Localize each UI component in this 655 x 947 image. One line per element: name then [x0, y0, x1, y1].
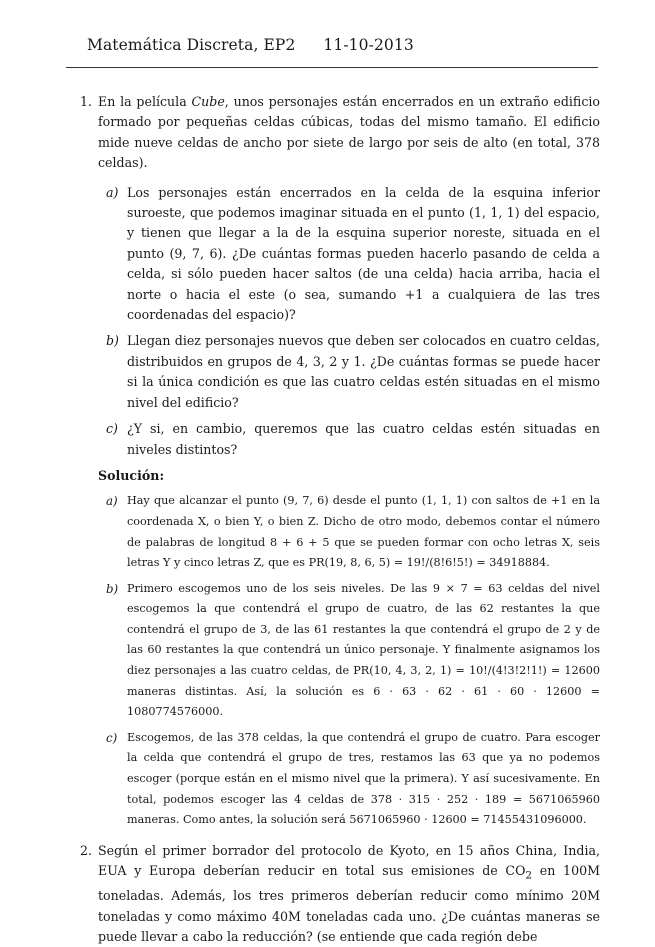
problem-number: 2. — [80, 842, 93, 858]
exam-date: 11-10-2013 — [323, 36, 414, 54]
problem-1-part-c — [72, 419, 600, 460]
part-text: Los personajes están encerrados en la celda de la esquina inferior suroeste, que podemos imaginar situada en el punto (1, 1, 1) del espacio, y tienen que llegar a la de la esquina superior noreste, situada en el punto (9, 7, 6). ¿De cuántas formas pueden hacerlo pasando de celda a celda, si sólo pueden hacer saltos (de una celda) hacia arriba, hacia el norte o hacia el este (o sea, sumando +1 a cualquiera de las tres coordenadas del espacio)? — [127, 184, 600, 323]
problem-statement: En la película Cube, unos personajes están encerrados en un extraño edificio formado por pequeñas celdas cúbicas, todas del mismo tamaño. El edificio mide nueve celdas de ancho por siete de largo por seis de alto (en total, 378 celdas). — [98, 94, 600, 171]
problem-1 — [72, 92, 600, 174]
part-text: ¿Y si, en cambio, queremos que las cuatro celdas estén situadas en niveles distintos? — [127, 421, 600, 457]
movie-title: Cube — [191, 94, 225, 109]
solution-part-c — [72, 728, 600, 831]
part-label: c) — [106, 421, 118, 437]
solution-text: Hay que alcanzar el punto (9, 7, 6) desde el punto (1, 1, 1) con saltos de +1 en la coordenada X, o bien Y, o bien Z. Dicho de otro modo, debemos contar el número de palabras de longitud 8 + 6 + 5 que se pueden formar con ocho letras X, seis letras Y y cinco letras Z, que es PR(19, 8, 6, 5) = 19!/(8!6!5!) = 34918884. — [127, 494, 600, 570]
header-divider — [66, 67, 598, 68]
solution-part-b — [72, 579, 600, 723]
problem-1-part-b — [72, 331, 600, 413]
problem-2 — [72, 841, 600, 947]
page-header — [87, 36, 414, 54]
part-text: Llegan diez personajes nuevos que deben ser colocados en cuatro celdas, distribuidos en grupos de 4, 3, 2 y 1. ¿De cuántas formas se puede hacer si la única condición es que las cuatro celdas estén situadas en el mismo nivel del edificio? — [127, 333, 600, 410]
solution-part-a — [72, 491, 600, 573]
problem-number: 1. — [80, 94, 93, 109]
part-label: c) — [106, 730, 118, 745]
solution-text: Escogemos, de las 378 celdas, la que contendrá el grupo de cuatro. Para escoger la celda que contendrá el grupo de tres, restamos las 63 que ya no podemos escoger (porque están en el mismo nivel que la primera). Y así sucesivamente. En total, podemos escoger las 4 celdas de 378 · 315 · 252 · 189 = 5671065960 maneras. Como antes, la solución será 5671065960 · 12600 = 71455431096000. — [127, 730, 600, 827]
co2-subscript: 2 — [525, 869, 533, 882]
solution-heading: Solución: — [98, 467, 165, 483]
course-title: Matemática Discreta, EP2 — [87, 36, 296, 54]
part-label: b) — [106, 581, 119, 596]
part-label: b) — [106, 333, 119, 349]
part-label: a) — [106, 184, 119, 200]
problem-statement: Según el primer borrador del protocolo de Kyoto, en 15 años China, India, EUA y Europa deberían reducir en total sus emisiones de $CO_2$ en 100M toneladas. Además, los tres primeros deberían reducir como mínimo 20M toneladas y como máximo 40M toneladas cada uno. ¿De cuántas maneras se puede llevar a cabo la reducción? (se entiende que cada región debe — [98, 842, 600, 944]
solution-text: Primero escogemos uno de los seis niveles. De las 9 × 7 = 63 celdas del nivel escogemos la que contendrá el grupo de cuatro, de las 62 restantes la que contendrá el grupo de 3, de las 61 restantes la que contendrá el grupo de 2 y de las 60 restantes la que contendrá un único personaje. Y finalmente asignamos los diez personajes a las cuatro celdas, de PR(10, 4, 3, 2, 1) = 10!/(4!3!2!1!) = 12600 maneras distintas. Así, la solución es 6 · 63 · 62 · 61 · 60 · 12600 = 1080774576000. — [127, 581, 600, 719]
problem-1-part-a — [72, 183, 600, 326]
exam-content — [72, 92, 600, 947]
part-label: a) — [106, 494, 118, 509]
